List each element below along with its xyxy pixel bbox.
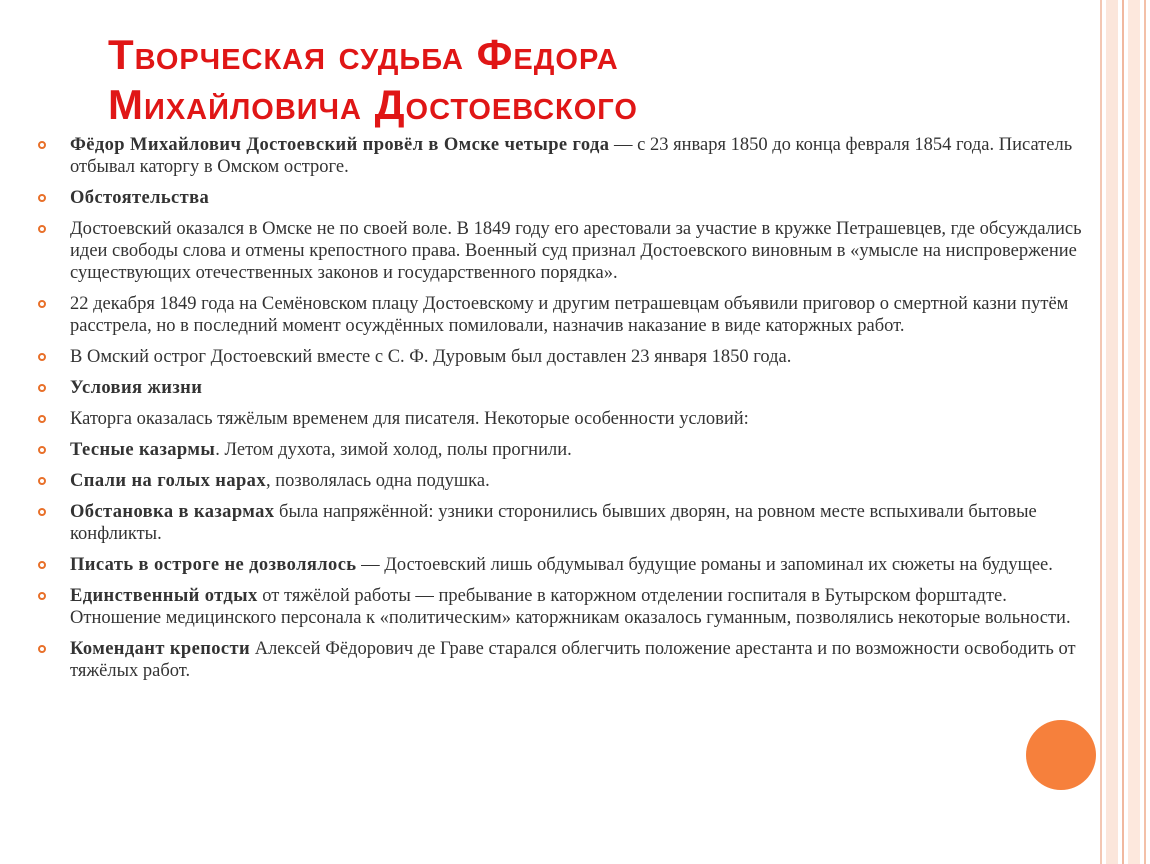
item-text: 22 декабря 1849 года на Семёновском плацу Достоевскому и другим петрашевцам объявили приговор о смертной казни путём расстрела, но в последний момент осуждённых помиловали, назначив наказание в виде каторжных работ. — [70, 294, 1069, 336]
list-item — [38, 134, 1088, 178]
item-text: , позволялась одна подушка. — [265, 471, 490, 491]
item-text: — с 23 января 1850 до конца февраля 1854 года. Писатель отбывал каторгу в Омском остроге. — [70, 135, 1073, 177]
stripe — [1144, 0, 1146, 864]
decorative-stripes — [1100, 0, 1150, 864]
item-bold: Фёдор Михайлович Достоевский провёл в Омске четыре года — [70, 135, 610, 155]
item-bold: Обстановка в казармах — [70, 502, 275, 522]
list-item — [38, 408, 1088, 430]
list-item — [38, 377, 1088, 399]
list-item — [38, 346, 1088, 368]
stripe — [1128, 0, 1140, 864]
list-item — [38, 585, 1088, 629]
list-item — [38, 439, 1088, 461]
bullet-icon — [38, 300, 46, 308]
list-item — [38, 554, 1088, 576]
bullet-icon — [38, 353, 46, 361]
list-item — [38, 638, 1088, 682]
item-bold: Тесные казармы — [70, 440, 216, 460]
item-bold: Единственный отдых — [70, 586, 258, 606]
slide-title — [108, 30, 1008, 130]
bullet-icon — [38, 141, 46, 149]
bullet-icon — [38, 592, 46, 600]
item-text: . Летом духота, зимой холод, полы прогнили. — [215, 440, 572, 460]
title-line-2: Михайловича Достоевского — [108, 81, 638, 128]
stripe — [1106, 0, 1118, 864]
item-text: от тяжёлой работы — пребывание в каторжном отделении госпиталя в Бутырском форштадте. Отношение медицинского персонала к «политическим» каторжникам оказалось гуманным, позволялись некоторые вольности. — [70, 586, 1071, 628]
item-text: — Достоевский лишь обдумывал будущие романы и запоминал их сюжеты на будущее. — [356, 555, 1053, 575]
bullet-icon — [38, 446, 46, 454]
decorative-circle — [1026, 720, 1096, 790]
list-item — [38, 501, 1088, 545]
stripe — [1100, 0, 1102, 864]
bullet-icon — [38, 194, 46, 202]
item-bold: Обстоятельства — [70, 188, 210, 208]
list-item — [38, 293, 1088, 337]
bullet-list — [38, 134, 1088, 691]
item-bold: Комендант крепости — [70, 639, 251, 659]
list-item — [38, 470, 1088, 492]
item-text: Каторга оказалась тяжёлым временем для писателя. Некоторые особенности условий: — [70, 409, 749, 429]
bullet-icon — [38, 477, 46, 485]
bullet-icon — [38, 645, 46, 653]
item-bold: Писать в остроге не дозволялось — [70, 555, 357, 575]
list-item — [38, 187, 1088, 209]
item-text: была напряжённой: узники сторонились бывших дворян, на ровном месте вспыхивали бытовые конфликты. — [70, 502, 1037, 544]
item-bold: Спали на голых нарах — [70, 471, 266, 491]
item-bold: Условия жизни — [70, 378, 203, 398]
bullet-icon — [38, 384, 46, 392]
item-text: Достоевский оказался в Омске не по своей воле. В 1849 году его арестовали за участие в кружке Петрашевцев, где обсуждались идеи свободы слова и отмены крепостного права. Военный суд признал Достоевского виновным в «умысле на ниспровержение существующих отечественных законов и государственного порядка». — [70, 219, 1082, 283]
bullet-icon — [38, 561, 46, 569]
bullet-icon — [38, 225, 46, 233]
bullet-icon — [38, 508, 46, 516]
stripe — [1122, 0, 1124, 864]
item-text: Алексей Фёдорович де Граве старался облегчить положение арестанта и по возможности освободить от тяжёлых работ. — [70, 639, 1076, 681]
item-text: В Омский острог Достоевский вместе с С. Ф. Дуровым был доставлен 23 января 1850 года. — [70, 347, 792, 367]
bullet-icon — [38, 415, 46, 423]
list-item — [38, 218, 1088, 284]
title-line-1: Творческая судьба Федора — [108, 31, 619, 78]
